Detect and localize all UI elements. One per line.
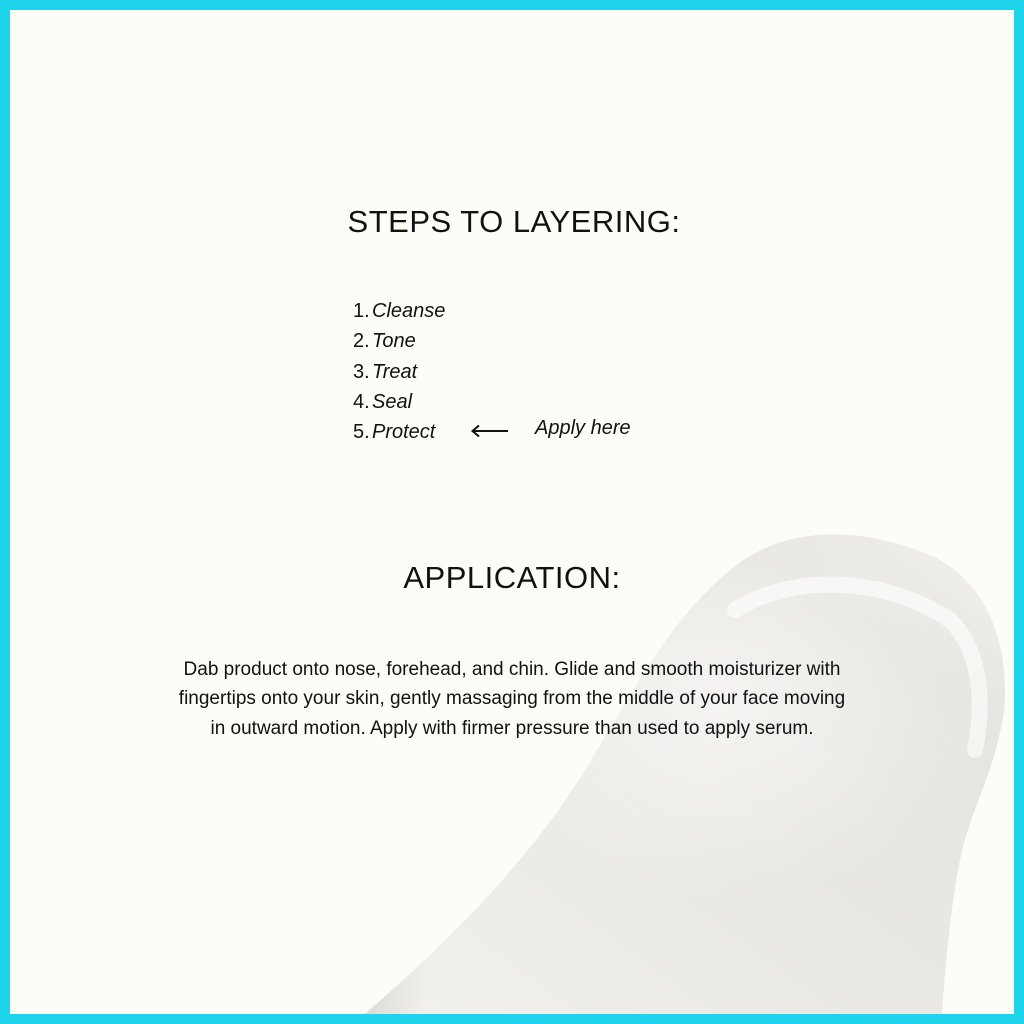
steps-list — [353, 296, 445, 447]
list-item — [353, 296, 445, 326]
left-arrow-icon — [470, 424, 510, 438]
apply-here-label: Apply here — [535, 417, 631, 439]
application-heading: APPLICATION: — [403, 560, 621, 595]
list-item — [353, 387, 445, 417]
list-item — [353, 417, 445, 447]
cream-swatch-image — [10, 10, 1014, 1014]
step-number: 5. — [353, 421, 370, 444]
list-item — [353, 357, 445, 387]
step-number: 4. — [353, 390, 370, 413]
step-label: Seal — [372, 390, 413, 413]
step-number: 1. — [353, 300, 370, 322]
step-number: 3. — [353, 360, 370, 383]
step-label: Tone — [372, 330, 416, 353]
steps-heading: STEPS TO LAYERING: — [347, 204, 681, 239]
step-label: Cleanse — [372, 300, 446, 322]
step-number: 2. — [353, 330, 370, 353]
step-label: Treat — [372, 360, 418, 383]
list-item — [353, 326, 445, 356]
step-label: Protect — [372, 421, 436, 444]
application-text: Dab product onto nose, forehead, and chin. Glide and smooth moisturizer with fingertips onto your skin, gently massaging from the middle of your face moving in outward motion. Apply with firmer pressure than used to apply serum. — [178, 659, 846, 739]
